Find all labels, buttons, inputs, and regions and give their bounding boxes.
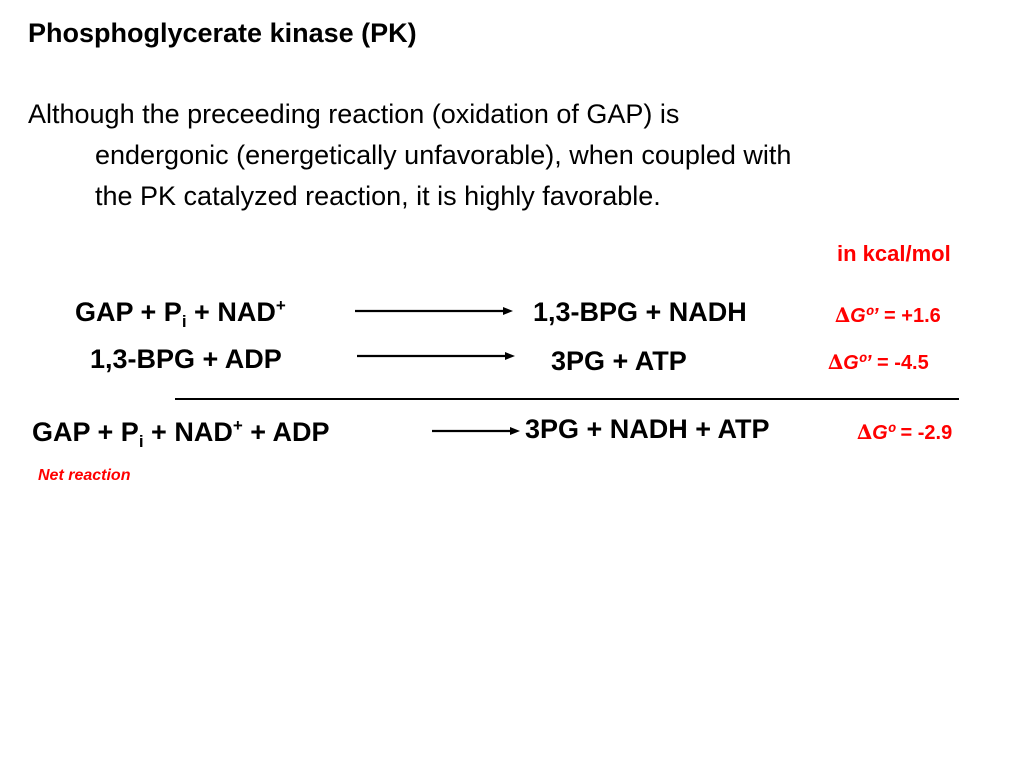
net-reaction-products: 3PG + NADH + ATP [525,414,770,444]
net-reactant-text-2: + NAD [143,417,233,447]
net-reactant-text-3: + ADP [242,417,330,447]
free-energy-symbol: Gº’ [850,305,879,327]
reaction-2-products: 3PG + ATP [551,346,687,376]
units-label: in kcal/mol [837,241,951,266]
reaction-1-reactants [75,296,286,331]
sum-divider-line [175,398,959,400]
paragraph-line-3: the PK catalyzed reaction, it is highly favorable. [95,181,661,211]
net-free-energy [857,420,952,445]
slide-title: Phosphoglycerate kinase (PK) [28,18,417,48]
free-energy-symbol: Gº [872,422,895,444]
reaction-1-arrow [355,304,515,318]
reaction-1-superscript: + [275,296,286,315]
net-reaction-arrow [432,424,522,438]
free-energy-value: = -4.5 [871,352,929,374]
reaction-1-free-energy [835,303,941,328]
delta-symbol: ∆ [828,350,844,374]
net-reaction-label: Net reaction [38,467,131,484]
reaction-1-reactant-text: GAP + P [75,297,182,327]
net-subscript: i [138,432,144,451]
reaction-1-subscript: i [181,312,187,331]
free-energy-value: = +1.6 [878,305,941,327]
free-energy-value: = -2.9 [894,422,953,444]
reaction-2-free-energy [828,350,929,375]
net-reaction-reactants [32,416,330,451]
delta-symbol: ∆ [835,303,851,327]
net-reactant-text: GAP + P [32,417,139,447]
paragraph-line-1: Although the preceeding reaction (oxidation of GAP) is [28,99,680,129]
reaction-2-arrow [357,349,517,363]
reaction-1-reactant-text-2: + NAD [186,297,276,327]
reaction-1-products: 1,3-BPG + NADH [533,297,747,327]
reaction-2-reactants: 1,3-BPG + ADP [90,344,282,374]
net-superscript: + [232,416,243,435]
intro-paragraph [28,94,1008,217]
free-energy-symbol: Gº’ [843,352,872,374]
delta-symbol: ∆ [857,420,873,444]
paragraph-line-2: endergonic (energetically unfavorable), when coupled with [95,140,792,170]
